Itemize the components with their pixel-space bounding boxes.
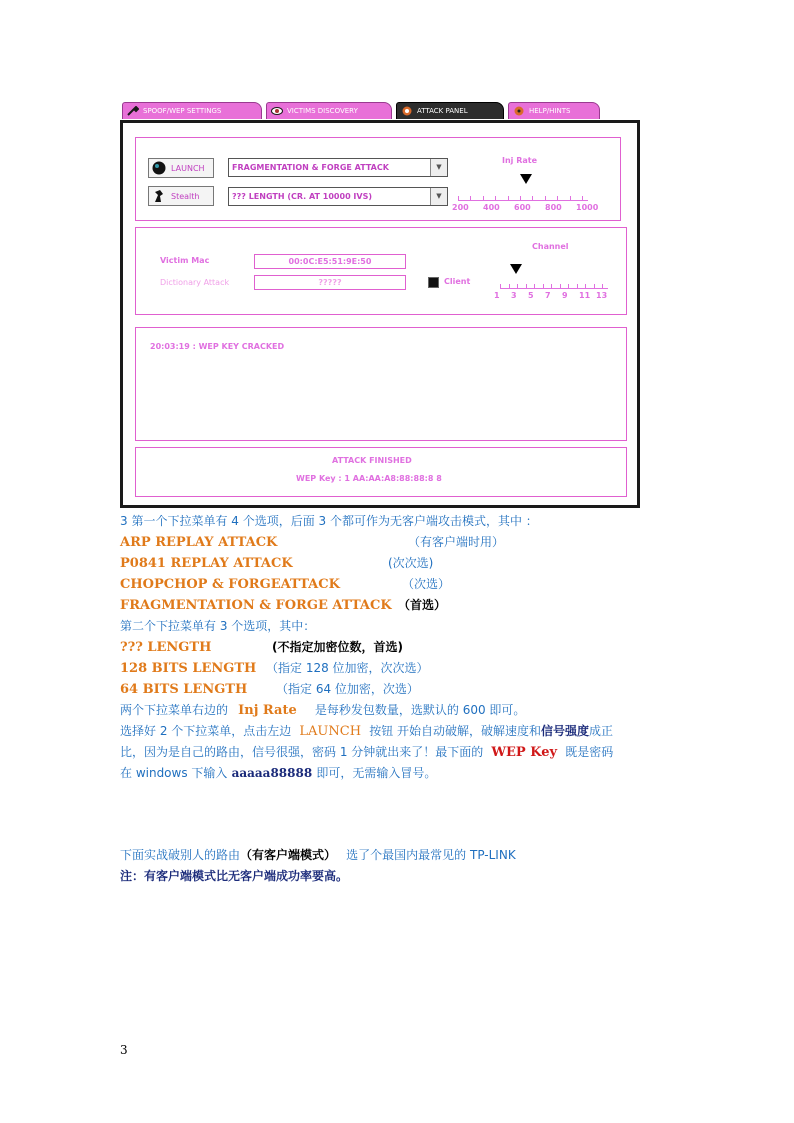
slider-tick-label: 200 <box>452 203 469 212</box>
slider-tick <box>585 284 586 289</box>
tab-label: HELP/HINTS <box>529 106 571 115</box>
paragraph-line: 第二个下拉菜单有 3 个选项，其中： <box>120 619 316 633</box>
slider-tick <box>602 284 603 289</box>
slider-tick <box>532 196 533 201</box>
slider-tick <box>508 196 509 201</box>
victim-mac-field[interactable]: 00:0C:E5:51:9E:50 <box>254 254 406 269</box>
option-name: 128 BITS LENGTH <box>120 661 257 676</box>
slider-tick <box>526 284 527 289</box>
help-icon <box>513 106 525 116</box>
log-entry: 20:03:19 : WEP KEY CRACKED <box>150 342 285 351</box>
slider-tick <box>500 284 501 289</box>
dictionary-field[interactable]: ????? <box>254 275 406 290</box>
text-span: 信号强度 <box>541 724 590 738</box>
client-label: Client <box>444 277 471 286</box>
channel-slider-track[interactable] <box>500 278 608 289</box>
slider-tick <box>543 284 544 289</box>
tab-label: VICTIMS DISCOVERY <box>287 106 358 115</box>
slider-tick-label: 5 <box>528 291 534 300</box>
paragraph-line <box>120 702 525 719</box>
option-line <box>120 660 429 677</box>
client-checkbox[interactable] <box>428 277 439 288</box>
text-span: 是每秒发包数量，选默认的 600 即可。 <box>314 703 526 717</box>
option-note: (次次选) <box>388 556 434 570</box>
tab-label: SPOOF/WEP SETTINGS <box>143 106 222 115</box>
option-note: （指定 64 位加密，次选） <box>276 682 419 696</box>
text-span: 成正 <box>589 724 614 738</box>
option-name: P0841 REPLAY ATTACK <box>120 556 293 571</box>
text-span: WEP Key <box>491 745 558 760</box>
inj-rate-label: Inj Rate <box>502 156 538 165</box>
paragraph-line <box>120 847 516 864</box>
eye-icon <box>271 106 283 116</box>
paragraph-line <box>120 765 436 782</box>
inj-rate-slider-track[interactable] <box>458 190 588 201</box>
text-span: 比，因为是自己的路由，信号很强，密码 1 分钟就出来了！最下面的 <box>120 745 484 759</box>
option-name: ARP REPLAY ATTACK <box>120 535 278 550</box>
victim-mac-label: Victim Mac <box>160 256 210 265</box>
option-name: ??? LENGTH <box>120 640 212 655</box>
wep-key-result: WEP Key : 1 AA:AA:A8:88:88:8 8 <box>296 474 442 483</box>
option-name: CHOPCHOP & FORGEATTACK <box>120 577 340 592</box>
chevron-down-icon[interactable]: ▼ <box>430 188 447 205</box>
text-span: 按钮 开始自动破解，破解速度和 <box>369 724 542 738</box>
slider-tick-label: 600 <box>514 203 531 212</box>
page-number: 3 <box>120 1043 128 1057</box>
option-line <box>120 534 505 551</box>
slider-tick <box>570 196 571 201</box>
text-span: 在 windows 下输入 <box>120 766 228 780</box>
slider-tick <box>557 196 558 201</box>
channel-slider-thumb[interactable] <box>510 264 522 274</box>
option-line <box>120 681 419 698</box>
slider-tick-label: 3 <box>511 291 517 300</box>
inj-rate-slider-thumb[interactable] <box>520 174 532 184</box>
tab-bar <box>120 100 600 120</box>
slider-tick <box>577 284 578 289</box>
status-title: ATTACK FINISHED <box>332 456 412 465</box>
stealth-button[interactable] <box>148 186 214 206</box>
target-icon <box>401 106 413 116</box>
text-span: 两个下拉菜单右边的 <box>120 703 229 717</box>
tab-help-hints[interactable] <box>508 102 600 119</box>
option-note: （指定 128 位加密，次次选） <box>266 661 429 675</box>
slider-tick <box>470 196 471 201</box>
slider-tick <box>509 284 510 289</box>
option-name: FRAGMENTATION & FORGE ATTACK <box>120 598 392 613</box>
log-panel <box>135 327 627 441</box>
text-span: 选择好 2 个下拉菜单，点击左边 <box>120 724 292 738</box>
slider-tick <box>520 196 521 201</box>
paragraph-line: 3 第一个下拉菜单有 4 个选项，后面 3 个都可作为无客户端攻击模式，其中 ： <box>120 514 538 528</box>
slider-tick-label: 9 <box>562 291 568 300</box>
attack-mode-value: FRAGMENTATION & FORGE ATTACK <box>232 163 389 172</box>
slider-tick <box>458 196 459 201</box>
slider-tick <box>517 284 518 289</box>
option-line <box>120 597 447 614</box>
option-line <box>120 639 403 656</box>
stealth-icon <box>152 189 166 203</box>
option-note: （次选） <box>402 577 451 591</box>
slider-tick-label: 1 <box>494 291 500 300</box>
option-line <box>120 555 434 572</box>
attack-panel <box>120 120 640 508</box>
option-line <box>120 576 451 593</box>
paragraph-line <box>120 723 613 740</box>
text-span: LAUNCH <box>299 724 362 739</box>
launch-label: LAUNCH <box>171 163 205 173</box>
status-panel <box>135 447 627 497</box>
text-span: Inj Rate <box>238 703 297 718</box>
slider-tick-label: 400 <box>483 203 500 212</box>
slider-tick <box>483 196 484 201</box>
slider-tick-label: 1000 <box>576 203 599 212</box>
slider-tick <box>594 284 595 289</box>
option-name: 64 BITS LENGTH <box>120 682 248 697</box>
slider-tick <box>534 284 535 289</box>
dictionary-attack-label: Dictionary Attack <box>160 278 230 287</box>
text-span: aaaaa88888 <box>231 766 313 780</box>
tab-spoof-wep-settings[interactable] <box>122 102 262 119</box>
stealth-label: Stealth <box>171 191 200 201</box>
channel-label: Channel <box>532 242 569 251</box>
slider-tick <box>568 284 569 289</box>
option-note: (不指定加密位数，首选) <box>272 640 403 654</box>
note-line: 注：有客户端模式比无客户端成功率要高。 <box>120 869 349 883</box>
text-span: （有客户端模式） <box>240 848 337 862</box>
attack-mode-select[interactable] <box>228 158 448 177</box>
text-span: 下面实战破别人的路由 <box>120 848 241 862</box>
text-span: 选了个最国内最常见的 TP-LINK <box>346 848 516 862</box>
slider-tick <box>582 196 583 201</box>
app-screenshot <box>120 100 640 508</box>
slider-tick <box>495 196 496 201</box>
victim-panel <box>135 227 627 315</box>
slider-tick-label: 11 <box>579 291 591 300</box>
slider-tick <box>560 284 561 289</box>
tab-label: ATTACK PANEL <box>417 106 468 115</box>
key-length-select[interactable] <box>228 187 448 206</box>
slider-tick <box>551 284 552 289</box>
option-note: （有客户端时用） <box>408 535 505 549</box>
slider-tick-label: 800 <box>545 203 562 212</box>
chevron-down-icon[interactable]: ▼ <box>430 159 447 176</box>
slider-tick <box>545 196 546 201</box>
option-note: （首选） <box>398 598 447 612</box>
globe-icon <box>152 161 166 175</box>
tab-attack-panel[interactable] <box>396 102 504 119</box>
launch-panel <box>135 137 621 221</box>
slider-tick-label: 7 <box>545 291 551 300</box>
key-length-value: ??? LENGTH (CR. AT 10000 IVS) <box>232 192 373 201</box>
text-span: 即可，无需输入冒号。 <box>316 766 437 780</box>
slider-tick-label: 13 <box>596 291 608 300</box>
wrench-icon <box>127 106 139 116</box>
tab-victims-discovery[interactable] <box>266 102 392 119</box>
paragraph-line <box>120 744 613 761</box>
launch-button[interactable] <box>148 158 214 178</box>
text-span: 既是密码 <box>565 745 614 759</box>
